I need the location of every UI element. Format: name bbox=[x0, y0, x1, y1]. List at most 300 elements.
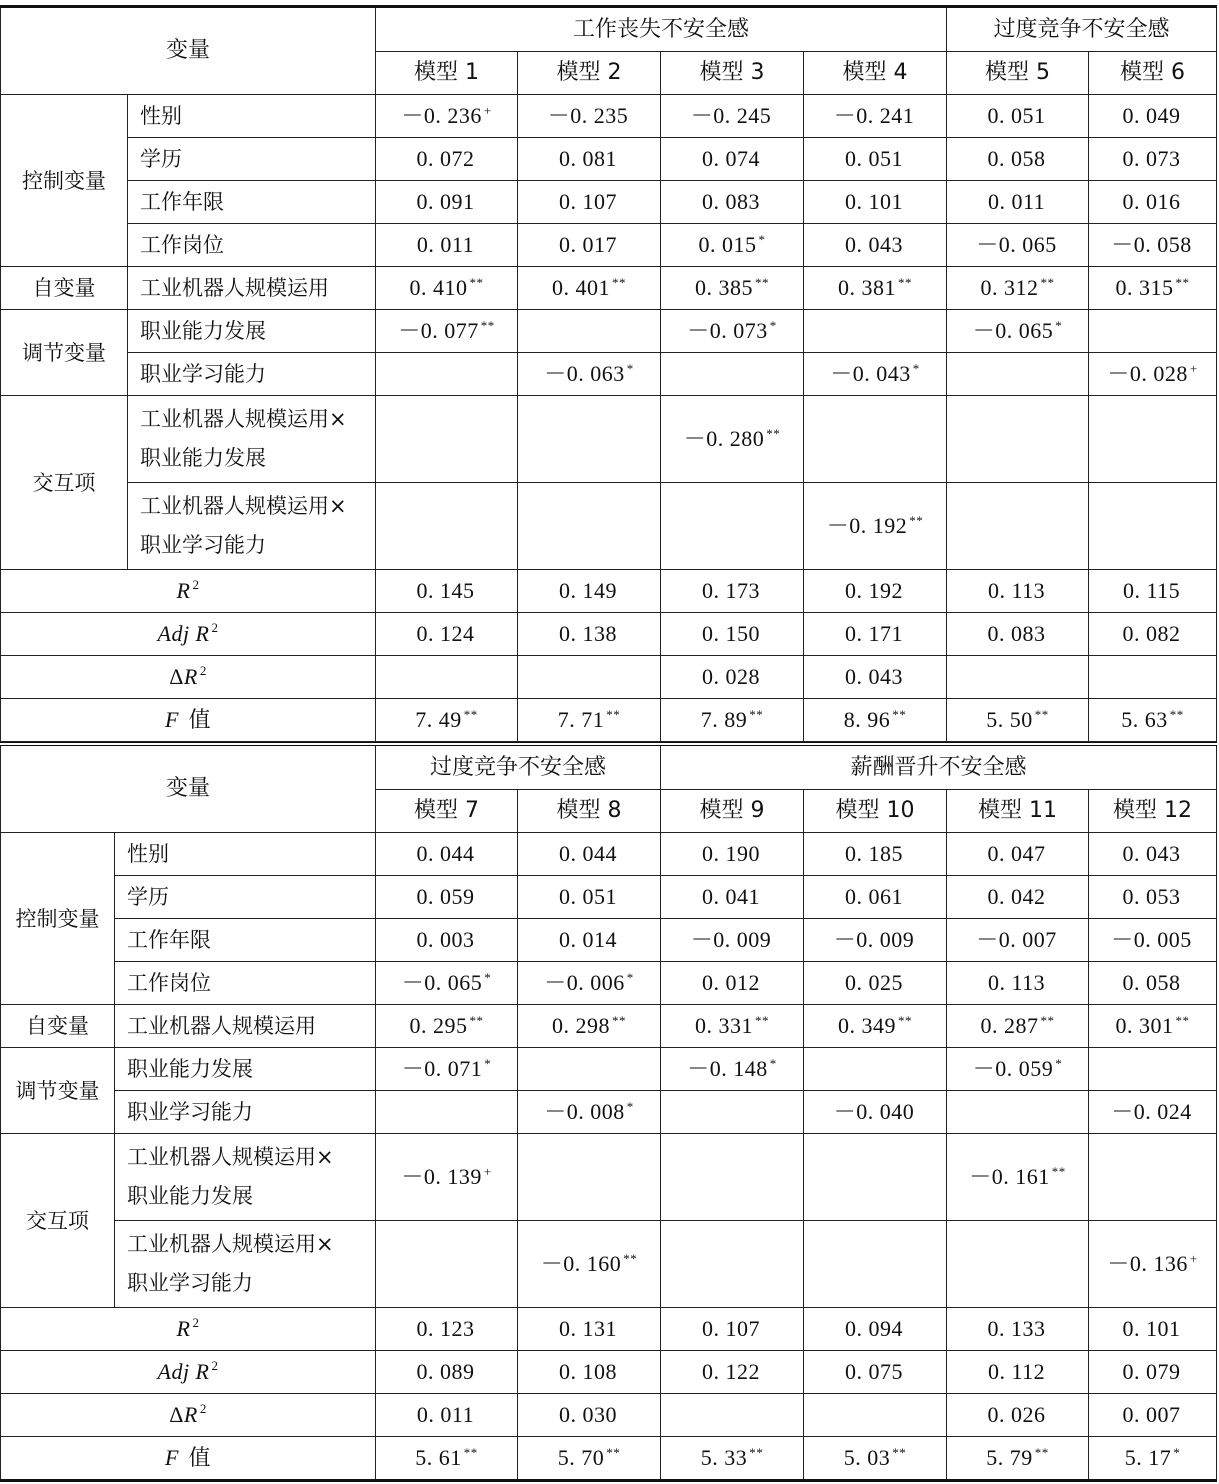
variable-label bbox=[115, 1005, 376, 1048]
stat-symbol: Adj R bbox=[157, 1358, 210, 1384]
value-cell bbox=[804, 570, 947, 613]
significance-mark: + bbox=[1189, 1250, 1198, 1266]
coefficient-value: 0. 107 bbox=[559, 189, 618, 214]
coefficient-value: 0. 089 bbox=[416, 1359, 475, 1384]
coefficient-value: －0. 024 bbox=[1111, 1099, 1192, 1124]
stat-symbol: Adj R bbox=[157, 620, 210, 646]
model-header: 模型 10 bbox=[804, 790, 947, 833]
significance-mark: * bbox=[1055, 317, 1063, 333]
table-row bbox=[1, 138, 1217, 181]
coefficient-value: 0. 011 bbox=[416, 1402, 475, 1427]
coefficient-value: －0. 245 bbox=[690, 103, 772, 128]
value-cell bbox=[661, 396, 804, 483]
value-cell bbox=[376, 267, 518, 310]
significance-mark: ** bbox=[1034, 1444, 1049, 1460]
variable-label bbox=[128, 95, 376, 138]
value-cell bbox=[518, 656, 661, 699]
stat-prefix: Δ bbox=[169, 663, 184, 689]
group-header: 过度竞争不安全感 bbox=[947, 7, 1217, 52]
value-cell bbox=[947, 1437, 1089, 1481]
value-cell bbox=[1089, 1134, 1217, 1221]
value-cell bbox=[947, 1351, 1089, 1394]
value-cell bbox=[661, 224, 804, 267]
coefficient-value: －0. 063 bbox=[544, 361, 625, 386]
value-cell bbox=[376, 919, 518, 962]
value-cell bbox=[804, 483, 947, 570]
value-cell bbox=[661, 353, 804, 396]
value-cell bbox=[947, 1134, 1089, 1221]
variable-label bbox=[115, 1221, 376, 1308]
significance-mark: ** bbox=[606, 706, 621, 722]
value-cell bbox=[804, 1221, 947, 1308]
value-cell bbox=[518, 1048, 661, 1091]
coefficient-value: 0. 123 bbox=[416, 1316, 475, 1341]
value-cell bbox=[518, 1221, 661, 1308]
coefficient-value: 0. 079 bbox=[1122, 1359, 1181, 1384]
value-cell bbox=[661, 1221, 804, 1308]
coefficient-value: 0. 091 bbox=[416, 189, 475, 214]
coefficient-value: 0. 044 bbox=[416, 841, 475, 866]
coefficient-value: 0. 047 bbox=[987, 841, 1046, 866]
coefficient-value: 0. 011 bbox=[416, 232, 475, 257]
coefficient-value: 0. 131 bbox=[559, 1316, 618, 1341]
value-cell bbox=[804, 833, 947, 876]
value-cell bbox=[1089, 353, 1217, 396]
value-cell bbox=[518, 833, 661, 876]
variable-label bbox=[128, 396, 376, 483]
value-cell bbox=[376, 833, 518, 876]
coefficient-value: 5. 79 bbox=[986, 1445, 1033, 1470]
category-label: 自变量 bbox=[1, 267, 128, 310]
variable-label-text: 性别 bbox=[140, 104, 182, 128]
coefficient-value: 0. 192 bbox=[845, 578, 904, 603]
significance-mark: ** bbox=[1040, 274, 1055, 290]
variable-label bbox=[115, 1048, 376, 1091]
variable-label-text: 职业学习能力 bbox=[127, 1100, 253, 1124]
table-row bbox=[1, 310, 1217, 353]
significance-mark: ** bbox=[1051, 1163, 1066, 1179]
value-cell bbox=[1089, 138, 1217, 181]
value-cell bbox=[804, 613, 947, 656]
variable-label-text bbox=[140, 400, 347, 478]
coefficient-value: －0. 077 bbox=[398, 318, 479, 343]
significance-mark: * bbox=[1055, 1055, 1063, 1071]
coefficient-value: 0. 287 bbox=[980, 1013, 1039, 1038]
value-cell bbox=[518, 483, 661, 570]
table-row bbox=[1, 919, 1217, 962]
coefficient-value: 0. 101 bbox=[1122, 1316, 1181, 1341]
model-header: 模型 8 bbox=[518, 790, 661, 833]
regression-table-1 bbox=[0, 5, 1217, 742]
value-cell bbox=[804, 1308, 947, 1351]
category-label: 调节变量 bbox=[1, 1048, 115, 1134]
significance-mark: ** bbox=[623, 1250, 638, 1266]
value-cell bbox=[947, 1091, 1089, 1134]
coefficient-value: 0. 059 bbox=[416, 884, 475, 909]
category-label: 控制变量 bbox=[1, 95, 128, 267]
coefficient-value: －0. 160 bbox=[540, 1251, 622, 1276]
stat-row bbox=[1, 613, 1217, 656]
value-cell bbox=[661, 1134, 804, 1221]
value-cell bbox=[1089, 1351, 1217, 1394]
value-cell bbox=[376, 1308, 518, 1351]
value-cell bbox=[947, 95, 1089, 138]
stat-label bbox=[1, 1394, 376, 1437]
category-label: 交互项 bbox=[1, 1134, 115, 1308]
table-row bbox=[1, 95, 1217, 138]
stat-label bbox=[1, 699, 376, 742]
value-cell bbox=[376, 181, 518, 224]
stat-exponent: 2 bbox=[211, 1358, 219, 1374]
coefficient-value: 0. 075 bbox=[845, 1359, 904, 1384]
table-body bbox=[1, 95, 1217, 742]
regression-results-document bbox=[0, 5, 1216, 1482]
stat-exponent: 2 bbox=[192, 577, 200, 593]
significance-mark: ** bbox=[463, 706, 478, 722]
coefficient-value: －0. 065 bbox=[972, 318, 1054, 343]
coefficient-value: 0. 026 bbox=[987, 1402, 1046, 1427]
value-cell bbox=[376, 224, 518, 267]
coefficient-value: －0. 192 bbox=[826, 513, 908, 538]
coefficient-value: 0. 073 bbox=[1122, 146, 1181, 171]
significance-mark: ** bbox=[469, 1012, 484, 1028]
table-row bbox=[1, 1091, 1217, 1134]
stat-label bbox=[1, 656, 376, 699]
value-cell bbox=[518, 1005, 661, 1048]
value-cell bbox=[518, 95, 661, 138]
coefficient-value: 0. 074 bbox=[702, 146, 761, 171]
significance-mark: ** bbox=[606, 1444, 621, 1460]
stat-row bbox=[1, 570, 1217, 613]
coefficient-value: －0. 006 bbox=[544, 970, 625, 995]
regression-table-2 bbox=[0, 742, 1217, 1482]
value-cell bbox=[376, 95, 518, 138]
variable-label-text: 工作年限 bbox=[140, 190, 224, 214]
value-cell bbox=[947, 699, 1089, 742]
value-cell bbox=[947, 833, 1089, 876]
value-cell bbox=[947, 353, 1089, 396]
coefficient-value: 0. 101 bbox=[845, 189, 904, 214]
stat-symbol: F bbox=[165, 706, 179, 732]
value-cell bbox=[947, 962, 1089, 1005]
value-cell bbox=[947, 613, 1089, 656]
value-cell bbox=[518, 1351, 661, 1394]
coefficient-value: 0. 298 bbox=[552, 1013, 611, 1038]
model-header: 模型 4 bbox=[804, 52, 947, 95]
value-cell bbox=[376, 138, 518, 181]
significance-mark: ** bbox=[909, 512, 924, 528]
coefficient-value: －0. 009 bbox=[833, 927, 915, 952]
value-cell bbox=[661, 310, 804, 353]
variable-label bbox=[128, 353, 376, 396]
stat-symbol: R bbox=[176, 1315, 191, 1341]
value-cell bbox=[1089, 95, 1217, 138]
value-cell bbox=[804, 1394, 947, 1437]
model-header: 模型 2 bbox=[518, 52, 661, 95]
value-cell bbox=[1089, 1048, 1217, 1091]
coefficient-value: 0. 315 bbox=[1115, 275, 1174, 300]
value-cell bbox=[804, 1048, 947, 1091]
coefficient-value: 0. 138 bbox=[559, 621, 618, 646]
coefficient-value: 0. 042 bbox=[987, 884, 1046, 909]
variable-header: 变量 bbox=[1, 744, 376, 833]
value-cell bbox=[1089, 919, 1217, 962]
value-cell bbox=[947, 181, 1089, 224]
variable-label-line: 职业能力发展 bbox=[140, 446, 266, 470]
value-cell bbox=[947, 919, 1089, 962]
value-cell bbox=[1089, 1221, 1217, 1308]
value-cell bbox=[518, 570, 661, 613]
coefficient-value: 0. 133 bbox=[987, 1316, 1046, 1341]
value-cell bbox=[947, 1221, 1089, 1308]
variable-label-text: 学历 bbox=[127, 885, 169, 909]
table-row bbox=[1, 267, 1217, 310]
coefficient-value: 0. 051 bbox=[987, 103, 1046, 128]
coefficient-value: 0. 012 bbox=[702, 970, 761, 995]
table-row bbox=[1, 396, 1217, 483]
value-cell bbox=[376, 1437, 518, 1481]
coefficient-value: 0. 083 bbox=[987, 621, 1046, 646]
stat-row bbox=[1, 699, 1217, 742]
value-cell bbox=[804, 224, 947, 267]
value-cell bbox=[518, 267, 661, 310]
value-cell bbox=[947, 224, 1089, 267]
coefficient-value: 5. 03 bbox=[843, 1445, 891, 1470]
coefficient-value: 0. 295 bbox=[409, 1013, 468, 1038]
stat-row bbox=[1, 656, 1217, 699]
coefficient-value: 0. 124 bbox=[416, 621, 475, 646]
variable-label-text bbox=[127, 1138, 334, 1216]
stat-exponent: 2 bbox=[211, 620, 219, 636]
stat-symbol: R bbox=[176, 577, 191, 603]
significance-mark: ** bbox=[766, 425, 781, 441]
coefficient-value: －0. 235 bbox=[547, 103, 629, 128]
table-row bbox=[1, 353, 1217, 396]
value-cell bbox=[661, 1308, 804, 1351]
value-cell bbox=[518, 353, 661, 396]
value-cell bbox=[661, 267, 804, 310]
coefficient-value: 0. 113 bbox=[987, 578, 1046, 603]
coefficient-value: －0. 009 bbox=[690, 927, 772, 952]
value-cell bbox=[1089, 396, 1217, 483]
value-cell bbox=[518, 1437, 661, 1481]
coefficient-value: 0. 410 bbox=[409, 275, 468, 300]
table-row bbox=[1, 483, 1217, 570]
coefficient-value: 0. 044 bbox=[559, 841, 618, 866]
value-cell bbox=[518, 1134, 661, 1221]
stat-label bbox=[1, 570, 376, 613]
value-cell bbox=[661, 876, 804, 919]
stat-symbol: R bbox=[183, 1401, 198, 1427]
significance-mark: ** bbox=[480, 317, 495, 333]
value-cell bbox=[661, 613, 804, 656]
significance-mark: ** bbox=[755, 274, 770, 290]
value-cell bbox=[1089, 1091, 1217, 1134]
variable-label bbox=[128, 483, 376, 570]
value-cell bbox=[661, 138, 804, 181]
variable-label-text: 工作岗位 bbox=[127, 971, 211, 995]
value-cell bbox=[661, 656, 804, 699]
value-cell bbox=[661, 1091, 804, 1134]
coefficient-value: －0. 059 bbox=[972, 1056, 1054, 1081]
variable-label-line: 职业学习能力 bbox=[127, 1271, 253, 1295]
model-header: 模型 9 bbox=[661, 790, 804, 833]
stat-label bbox=[1, 1308, 376, 1351]
stat-symbol: R bbox=[183, 663, 198, 689]
significance-mark: ** bbox=[749, 1444, 764, 1460]
stat-row bbox=[1, 1437, 1217, 1481]
value-cell bbox=[804, 95, 947, 138]
group-header: 工作丧失不安全感 bbox=[376, 7, 947, 52]
value-cell bbox=[518, 1308, 661, 1351]
coefficient-value: －0. 007 bbox=[976, 927, 1057, 952]
variable-label bbox=[115, 962, 376, 1005]
value-cell bbox=[804, 310, 947, 353]
variable-label-text: 职业能力发展 bbox=[140, 319, 266, 343]
value-cell bbox=[518, 396, 661, 483]
coefficient-value: 0. 051 bbox=[845, 146, 904, 171]
value-cell bbox=[1089, 656, 1217, 699]
value-cell bbox=[376, 1048, 518, 1091]
coefficient-value: －0. 073 bbox=[687, 318, 768, 343]
coefficient-value: －0. 065 bbox=[401, 970, 483, 995]
significance-mark: ** bbox=[1175, 274, 1190, 290]
value-cell bbox=[376, 1351, 518, 1394]
value-cell bbox=[661, 95, 804, 138]
coefficient-value: －0. 043 bbox=[830, 361, 911, 386]
value-cell bbox=[947, 483, 1089, 570]
coefficient-value: 5. 70 bbox=[557, 1445, 605, 1470]
value-cell bbox=[1089, 833, 1217, 876]
value-cell bbox=[661, 1005, 804, 1048]
table-row bbox=[1, 876, 1217, 919]
table-row bbox=[1, 181, 1217, 224]
coefficient-value: 0. 030 bbox=[559, 1402, 618, 1427]
value-cell bbox=[804, 656, 947, 699]
variable-label-text bbox=[140, 487, 347, 565]
coefficient-value: －0. 040 bbox=[833, 1099, 915, 1124]
value-cell bbox=[804, 1134, 947, 1221]
significance-mark: ** bbox=[612, 1012, 627, 1028]
coefficient-value: －0. 028 bbox=[1107, 361, 1188, 386]
value-cell bbox=[1089, 1308, 1217, 1351]
table-row bbox=[1, 962, 1217, 1005]
variable-label-text: 性别 bbox=[127, 842, 169, 866]
coefficient-value: 0. 171 bbox=[845, 621, 904, 646]
coefficient-value: 0. 107 bbox=[702, 1316, 761, 1341]
coefficient-value: 0. 058 bbox=[987, 146, 1046, 171]
coefficient-value: 0. 331 bbox=[695, 1013, 754, 1038]
coefficient-value: 0. 043 bbox=[1122, 841, 1181, 866]
significance-mark: ** bbox=[892, 706, 907, 722]
variable-label-text: 学历 bbox=[140, 147, 182, 171]
coefficient-value: －0. 008 bbox=[544, 1099, 625, 1124]
variable-label bbox=[128, 310, 376, 353]
coefficient-value: 0. 049 bbox=[1122, 103, 1181, 128]
variable-label-text: 工作岗位 bbox=[140, 233, 224, 257]
coefficient-value: 0. 145 bbox=[416, 578, 475, 603]
coefficient-value: 0. 115 bbox=[1122, 578, 1181, 603]
significance-mark: ** bbox=[1169, 706, 1184, 722]
value-cell bbox=[376, 1091, 518, 1134]
coefficient-value: 5. 33 bbox=[700, 1445, 748, 1470]
value-cell bbox=[518, 224, 661, 267]
variable-label bbox=[115, 833, 376, 876]
coefficient-value: 0. 072 bbox=[416, 146, 475, 171]
model-header: 模型 12 bbox=[1089, 790, 1217, 833]
coefficient-value: 0. 108 bbox=[559, 1359, 618, 1384]
value-cell bbox=[376, 310, 518, 353]
stat-exponent: 2 bbox=[192, 1315, 200, 1331]
value-cell bbox=[804, 267, 947, 310]
value-cell bbox=[1089, 224, 1217, 267]
value-cell bbox=[661, 483, 804, 570]
value-cell bbox=[1089, 613, 1217, 656]
coefficient-value: 0. 113 bbox=[987, 970, 1046, 995]
coefficient-value: 0. 058 bbox=[1122, 970, 1181, 995]
significance-mark: * bbox=[626, 360, 634, 376]
significance-mark: + bbox=[1189, 360, 1198, 376]
value-cell bbox=[376, 1134, 518, 1221]
stat-exponent: 2 bbox=[199, 1401, 207, 1417]
value-cell bbox=[376, 570, 518, 613]
coefficient-value: 0. 082 bbox=[1122, 621, 1181, 646]
coefficient-value: 0. 081 bbox=[559, 146, 618, 171]
coefficient-value: －0. 058 bbox=[1111, 232, 1192, 257]
coefficient-value: －0. 148 bbox=[687, 1056, 768, 1081]
value-cell bbox=[947, 396, 1089, 483]
value-cell bbox=[1089, 267, 1217, 310]
coefficient-value: 0. 112 bbox=[987, 1359, 1046, 1384]
value-cell bbox=[376, 699, 518, 742]
value-cell bbox=[947, 267, 1089, 310]
coefficient-value: 0. 312 bbox=[980, 275, 1039, 300]
variable-label-text: 工作年限 bbox=[127, 928, 211, 952]
coefficient-value: 0. 051 bbox=[559, 884, 618, 909]
value-cell bbox=[376, 396, 518, 483]
significance-mark: * bbox=[484, 1055, 492, 1071]
stat-suffix: 值 bbox=[180, 1445, 211, 1471]
value-cell bbox=[947, 1048, 1089, 1091]
coefficient-value: 0. 041 bbox=[702, 884, 761, 909]
variable-label bbox=[115, 876, 376, 919]
variable-label bbox=[115, 1091, 376, 1134]
coefficient-value: 0. 053 bbox=[1122, 884, 1181, 909]
value-cell bbox=[804, 1005, 947, 1048]
value-cell bbox=[947, 1308, 1089, 1351]
model-header: 模型 1 bbox=[376, 52, 518, 95]
coefficient-value: 0. 043 bbox=[845, 232, 904, 257]
coefficient-value: 0. 007 bbox=[1122, 1402, 1181, 1427]
value-cell bbox=[518, 181, 661, 224]
coefficient-value: 0. 016 bbox=[1122, 189, 1181, 214]
value-cell bbox=[947, 876, 1089, 919]
value-cell bbox=[518, 1091, 661, 1134]
model-header: 模型 7 bbox=[376, 790, 518, 833]
category-label: 调节变量 bbox=[1, 310, 128, 396]
table-row bbox=[1, 1221, 1217, 1308]
variable-label-text: 职业能力发展 bbox=[127, 1057, 253, 1081]
coefficient-value: 0. 190 bbox=[702, 841, 761, 866]
coefficient-value: 5. 63 bbox=[1121, 707, 1168, 732]
value-cell bbox=[376, 962, 518, 1005]
coefficient-value: －0. 065 bbox=[976, 232, 1057, 257]
value-cell bbox=[661, 1394, 804, 1437]
value-cell bbox=[947, 138, 1089, 181]
significance-mark: + bbox=[483, 1163, 492, 1179]
significance-mark: * bbox=[758, 231, 766, 247]
coefficient-value: 0. 094 bbox=[845, 1316, 904, 1341]
